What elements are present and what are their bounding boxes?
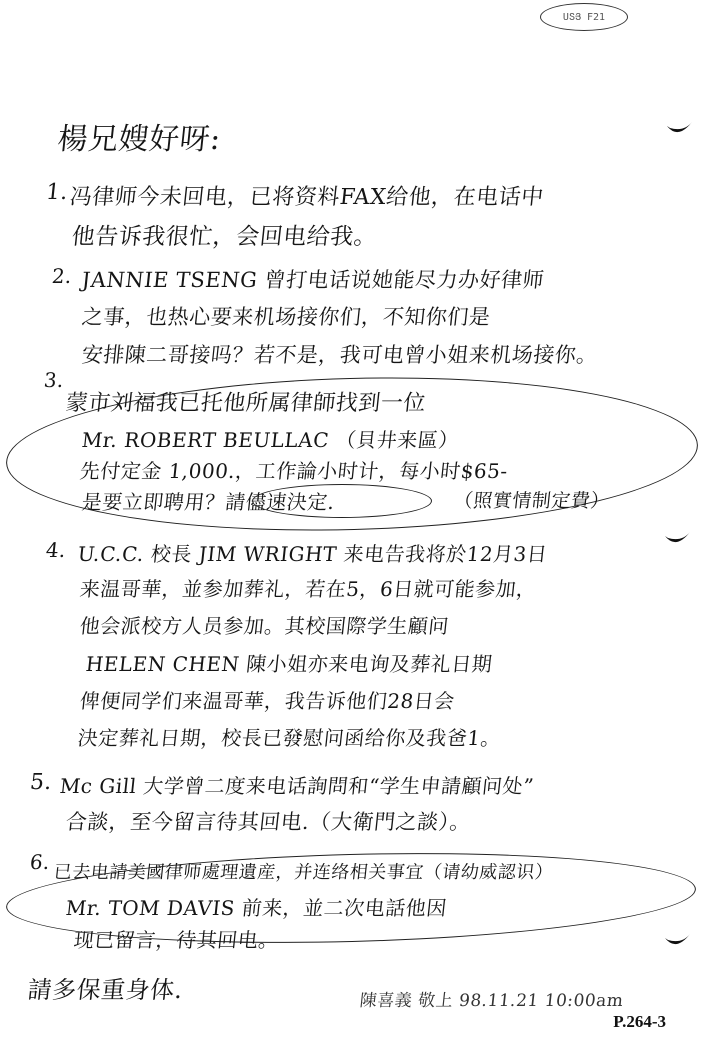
item-number: 3.	[42, 368, 66, 392]
item-number: 6.	[28, 850, 52, 874]
document-stamp: ՍՏՅ F21	[540, 3, 628, 31]
item-line: 他会派校方人员参加。其校国際学生顧问	[78, 614, 451, 638]
item-line: 安排陳二哥接吗？若不是，我可电曾小姐来机场接你。	[80, 343, 600, 367]
item-line: 決定葬礼日期，校長已發慰问函给你及我爸1。	[76, 726, 503, 750]
item-line: HELEN CHEN 陳小姐亦来电询及葬礼日期	[84, 652, 494, 676]
signature: 陳喜義 敬上 98.11.21 10:00am	[358, 991, 625, 1011]
item-line: Mr. TOM DAVIS 前来，並二次电話他因	[64, 896, 449, 920]
item-line: JANNIE TSENG 曾打电话说她能尽力办好律师	[80, 268, 546, 292]
item-number: 2.	[50, 264, 74, 288]
closing: 請多保重身体.	[26, 976, 185, 1004]
item-note: （照實情制定費）	[452, 490, 612, 512]
item-line: 冯律师今未回电，已将资料FAX给他，在电话中	[68, 185, 546, 210]
item-number: 4.	[44, 538, 68, 562]
item-line: 现已留言，待其回电。	[72, 928, 281, 952]
item-line: Mr. ROBERT BEULLAC （貝井来區）	[80, 428, 461, 452]
item-line: U.C.C. 校長 JIM WRIGHT 来电告我将於12月3日	[76, 542, 549, 566]
item-number: 1.	[44, 180, 70, 205]
item-line: Mc Gill 大学曾二度来电话詢問和“学生申請顧问处”	[58, 774, 536, 798]
salutation: 楊兄嫂好呀:	[55, 122, 223, 157]
margin-mark-2	[662, 528, 694, 550]
item-line: 蒙市刘福我已托他所属律師找到一位	[64, 391, 428, 416]
item-line: 他告诉我很忙，会回电给我。	[70, 224, 379, 250]
page-number: P.264-3	[613, 1012, 666, 1031]
item-line: 先付定金 1,000.，工作論小时计，每小时$65-	[78, 459, 510, 483]
item-line: 来温哥華，並参加葬礼，若在5，6日就可能参加，	[78, 577, 539, 601]
item-line: 已去电請美國律师處理遺産，并连络相关事宜（请幼威認识）	[52, 862, 555, 883]
circle-annotation-decide	[252, 484, 432, 518]
item-line: 合談，至今留言待其回电.（大衛門之談）。	[64, 810, 473, 834]
item-line: 是要立即聘用？請儘速決定.	[80, 490, 336, 514]
margin-mark-3	[662, 930, 694, 952]
item-number: 5.	[28, 770, 54, 795]
item-line: 俾便同学们来温哥華，我告诉他们28日会	[78, 689, 457, 713]
item-line: 之事，也热心要来机场接你们，不知你们是	[80, 305, 492, 329]
margin-mark-1	[664, 118, 696, 140]
